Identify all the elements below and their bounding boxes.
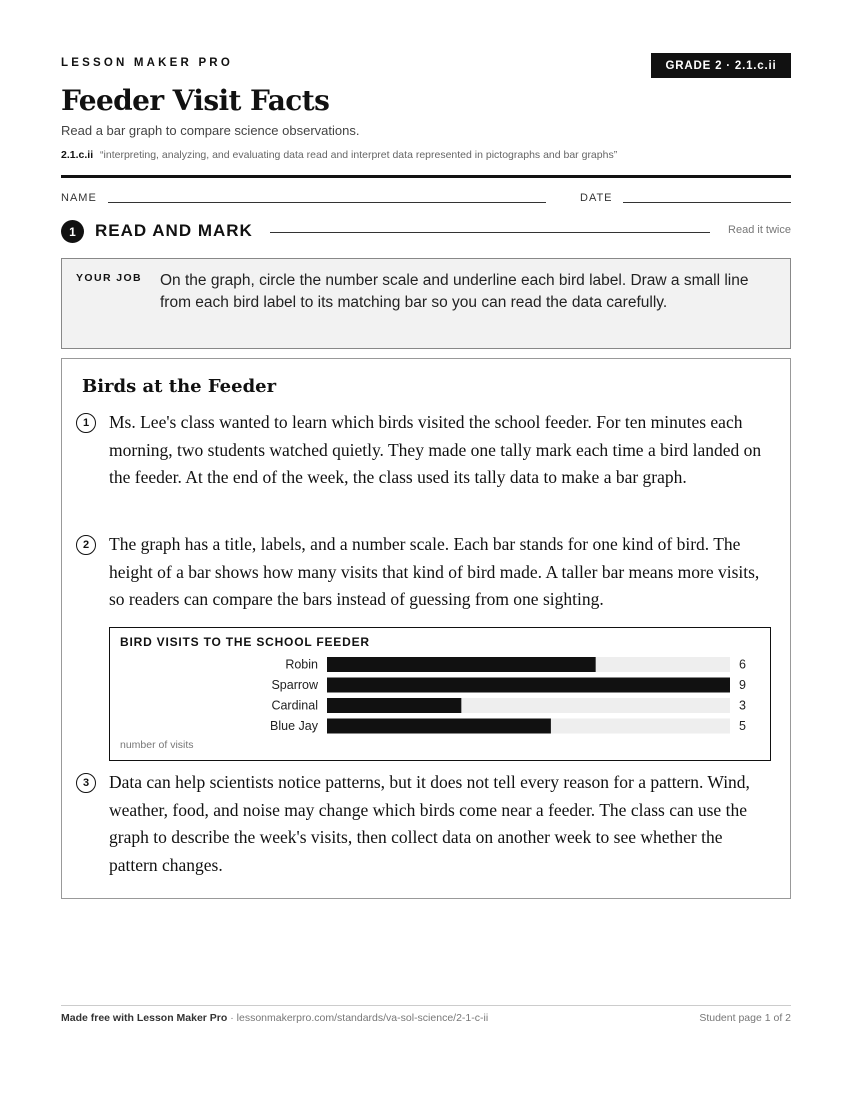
bar-label-blue-jay: Blue Jay xyxy=(270,719,318,733)
standard-text: “interpreting, analyzing, and evaluating data read and interpret data represented in pictographs and bar graphs” xyxy=(100,149,618,161)
header-divider xyxy=(61,175,791,178)
section-divider xyxy=(270,232,710,233)
bar-value-sparrow: 9 xyxy=(739,678,746,692)
footer-credit xyxy=(61,1012,488,1024)
chart-axis-label: number of visits xyxy=(120,739,194,751)
paragraph-number-3: 3 xyxy=(76,773,96,793)
page-title: Feeder Visit Facts xyxy=(61,84,330,117)
bar-chart xyxy=(109,627,771,761)
job-label: YOUR JOB xyxy=(76,272,143,284)
page-subtitle: Read a bar graph to compare science observations. xyxy=(61,123,360,138)
bar-value-robin: 6 xyxy=(739,657,746,672)
bar-robin xyxy=(327,657,596,672)
passage-box xyxy=(61,358,791,899)
standard-code: 2.1.c.ii xyxy=(61,149,94,161)
paragraph-1: Ms. Lee's class wanted to learn which birds visited the school feeder. For ten minutes each morning, two students watched quietly. They made one tally mark each time a bird landed on the feeder. At the end of the week, the class used its tally data to make a bar graph. xyxy=(109,412,762,488)
bar-blue-jay xyxy=(327,719,551,734)
job-box xyxy=(61,258,791,349)
bar-label-sparrow: Sparrow xyxy=(271,678,318,692)
bar-value-blue-jay: 5 xyxy=(739,719,746,733)
paragraph-2: The graph has a title, labels, and a number scale. Each bar stands for one kind of bird. The height of a bar shows how many visits that kind of bird made. A taller bar means more visits, so readers can compare the bars instead of guessing from one sighting. xyxy=(109,534,760,610)
passage-title: Birds at the Feeder xyxy=(82,376,277,397)
footer-url[interactable]: lessonmakerpro.com/standards/va-sol-science/2-1-c-ii xyxy=(236,1012,489,1024)
name-write-line[interactable] xyxy=(108,202,546,203)
bar-label-robin: Robin xyxy=(285,657,318,672)
paragraph-number-2: 2 xyxy=(76,535,96,555)
job-instructions: On the graph, circle the number scale and underline each bird label. Draw a small line from each bird label to its matching bar so you can read the data carefully. xyxy=(160,272,749,311)
brand-name: LESSON MAKER PRO xyxy=(61,57,233,69)
date-label: DATE xyxy=(580,192,613,204)
bar-sparrow xyxy=(327,678,730,693)
name-label: NAME xyxy=(61,192,97,204)
footer-page-number: Student page 1 of 2 xyxy=(699,1012,791,1024)
date-write-line[interactable] xyxy=(623,202,791,203)
bar-value-cardinal: 3 xyxy=(739,698,746,713)
grade-badge: GRADE 2 · 2.1.c.ii xyxy=(651,53,791,78)
footer-brand: Made free with Lesson Maker Pro xyxy=(61,1012,228,1024)
chart-title: BIRD VISITS TO THE SCHOOL FEEDER xyxy=(120,635,370,649)
section-title: READ AND MARK xyxy=(95,221,253,240)
paragraph-3: Data can help scientists notice patterns, but it does not tell every reason for a pattern. Wind, weather, food, and noise may change which birds come near a feeder. The class can use the graph to describe the week's visits, then collect data on another week to see whether the pattern changes. xyxy=(109,772,750,876)
footer-divider xyxy=(61,1005,791,1006)
paragraph-number-1: 1 xyxy=(76,413,96,433)
footer-separator: · xyxy=(230,1012,237,1024)
bar-label-cardinal: Cardinal xyxy=(271,698,318,713)
standard-line xyxy=(61,149,617,161)
bar-cardinal xyxy=(327,698,461,713)
chart-plot xyxy=(110,628,772,762)
section-number-badge: 1 xyxy=(61,220,84,243)
section-note: Read it twice xyxy=(728,224,791,236)
